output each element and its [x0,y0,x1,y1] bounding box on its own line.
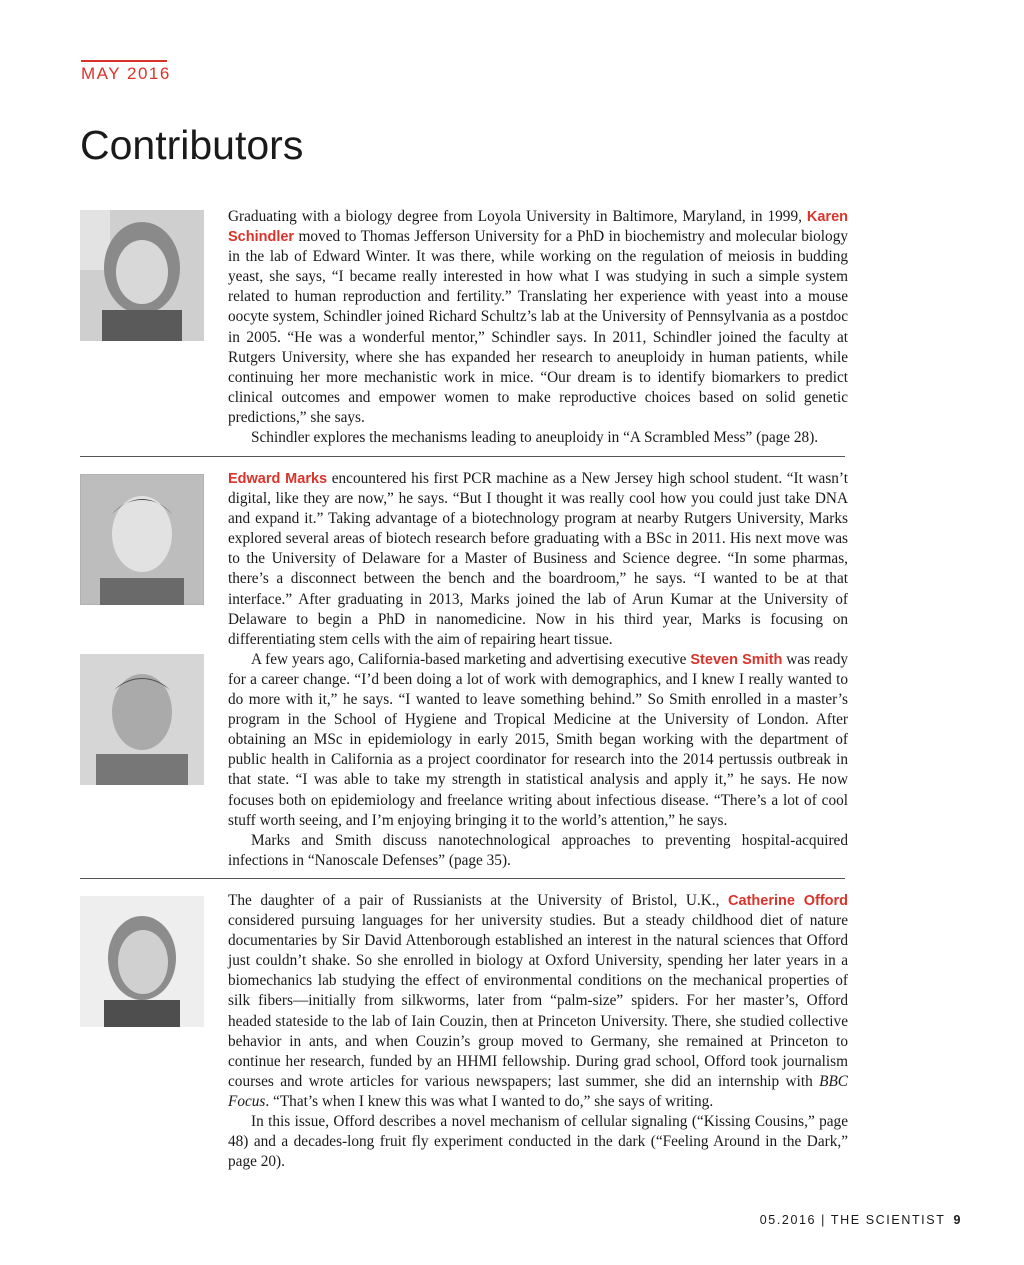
portrait-edward-marks [80,474,204,605]
bio-paragraph: Graduating with a biology degree from Loyola University in Baltimore, Maryland, in 1999, Karen Schindler moved to Thomas Jefferson University for a PhD in biochemistry and molecular biology in the lab of Edward Winter. It was there, while working on the regulation of meiosis in budding yeast, she says, “I became really interested in how what I was studying in such a simple system related to human reproduction and fertility.” Translating her experience with yeast into a mouse oocyte system, Schindler joined Richard Schultz’s lab at the University of Pennsylvania as a postdoc in 2005. “He was a wonderful mentor,” Schindler says. In 2011, Schindler joined the faculty at Rutgers University, where she has expanded her research to aneuploidy in human patients, while continuing her more mechanistic work in mice. “Our dream is to identify biomarkers to predict clinical outcomes and empower women to make reproductive choices based on solid genetic predictions,” she says. [228,208,848,426]
contributor-name: Edward Marks [228,471,328,487]
issue-rule [81,60,167,62]
portrait-catherine-offord [80,896,204,1027]
bio-karen-schindler [228,207,848,448]
bio-paragraph: Edward Marks encountered his first PCR machine as a New Jersey high school student. “It wasn’t digital, like they are now,” he says. “But I thought it was really cool how you could just take DNA and expand it.” Taking advantage of a biotechnology program at nearby Rutgers University, Marks explored several areas of biotech research before graduating with a BSc in 2011. His next move was to the University of Delaware for a Master of Business and Science degree. “In some pharmas, there’s a disconnect between the bench and the boardroom,” he says. “I wanted to be at that interface.” After graduating in 2013, Marks joined the lab of Arun Kumar at the University of Delaware to begin a PhD in nanomedicine. Now in his third year, Marks is focusing on differentiating stem cells with the aim of repairing heart tissue. [228,470,848,648]
contributor-name: Karen Schindler [228,209,848,246]
portrait-steven-smith [80,654,204,785]
section-divider [80,456,845,457]
issue-date: MAY 2016 [81,64,171,83]
page-title: Contributors [80,122,304,168]
contributor-name: Catherine Offord [728,893,849,909]
bio-paragraph: Schindler explores the mechanisms leading to aneuploidy in “A Scrambled Mess” (page 28). [251,429,819,447]
section-divider [80,878,845,879]
bio-paragraph: The daughter of a pair of Russianists at the University of Bristol, U.K., Catherine Offord considered pursuing languages for her university studies. But a steady childhood diet of nature documentaries by Sir David Attenborough established an interest in the natural sciences that Offord just couldn’t shake. So she enrolled in biology at Oxford University, spending her later years in a biomechanics lab studying the effect of environmental conditions on the mechanical properties of silk fibers—initially from silkworms, later from “palm-size” spiders. For her master’s, Offord headed stateside to the lab of Iain Couzin, then at Princeton University. There, she studied collective behavior in ants, and when Couzin’s group moved to Germany, she remained at Princeton to continue her research, funded by an HHMI fellowship. During grad school, Offord took journalism courses and wrote articles for various newspapers; last summer, she did an internship with BBC Focus. “That’s when I knew this was what I wanted to do,” she says of writing. [228,892,849,1110]
contributor-name: Steven Smith [690,651,783,668]
bio-paragraph: A few years ago, California-based marketing and advertising executive Steven Smith was ready for a career change. “I’d been doing a lot of work with demographics, and I knew I really wanted to do more with it,” he says. “I wanted to leave something behind.” So Smith enrolled in a master’s program in the School of Hygiene and Tropical Medicine at the University of London. After obtaining an MSc in epidemiology in early 2015, Smith began working with the department of public health in California as a project coordinator for research into the 2014 pertussis outbreak in that state. “I was able to take my strength in statistical analysis and apply it,” he says. He now focuses both on epidemiology and freelance writing about infectious disease. “There’s a lot of cool stuff worth seeing, and I’m enjoying bringing it to the world’s attention,” he says. [228,650,848,829]
page-footer [760,1213,962,1227]
bio-paragraph: Marks and Smith discuss nanotechnological approaches to preventing hospital-acquired infections in “Nanoscale Defenses” (page 35). [228,831,848,869]
publication-title: BBC Focus [228,1072,848,1110]
portrait-karen-schindler [80,210,204,341]
page-number: 9 [953,1213,962,1227]
footer-issue: 05.2016 | THE SCIENTIST [759,1213,946,1227]
bio-marks-smith [228,469,848,871]
bio-catherine-offord [228,891,848,1172]
bio-paragraph: In this issue, Offord describes a novel mechanism of cellular signaling (“Kissing Cousins,” page 48) and a decades-long fruit fly experiment conducted in the dark (“Feeling Around in the Dark,” page 20). [228,1113,848,1171]
